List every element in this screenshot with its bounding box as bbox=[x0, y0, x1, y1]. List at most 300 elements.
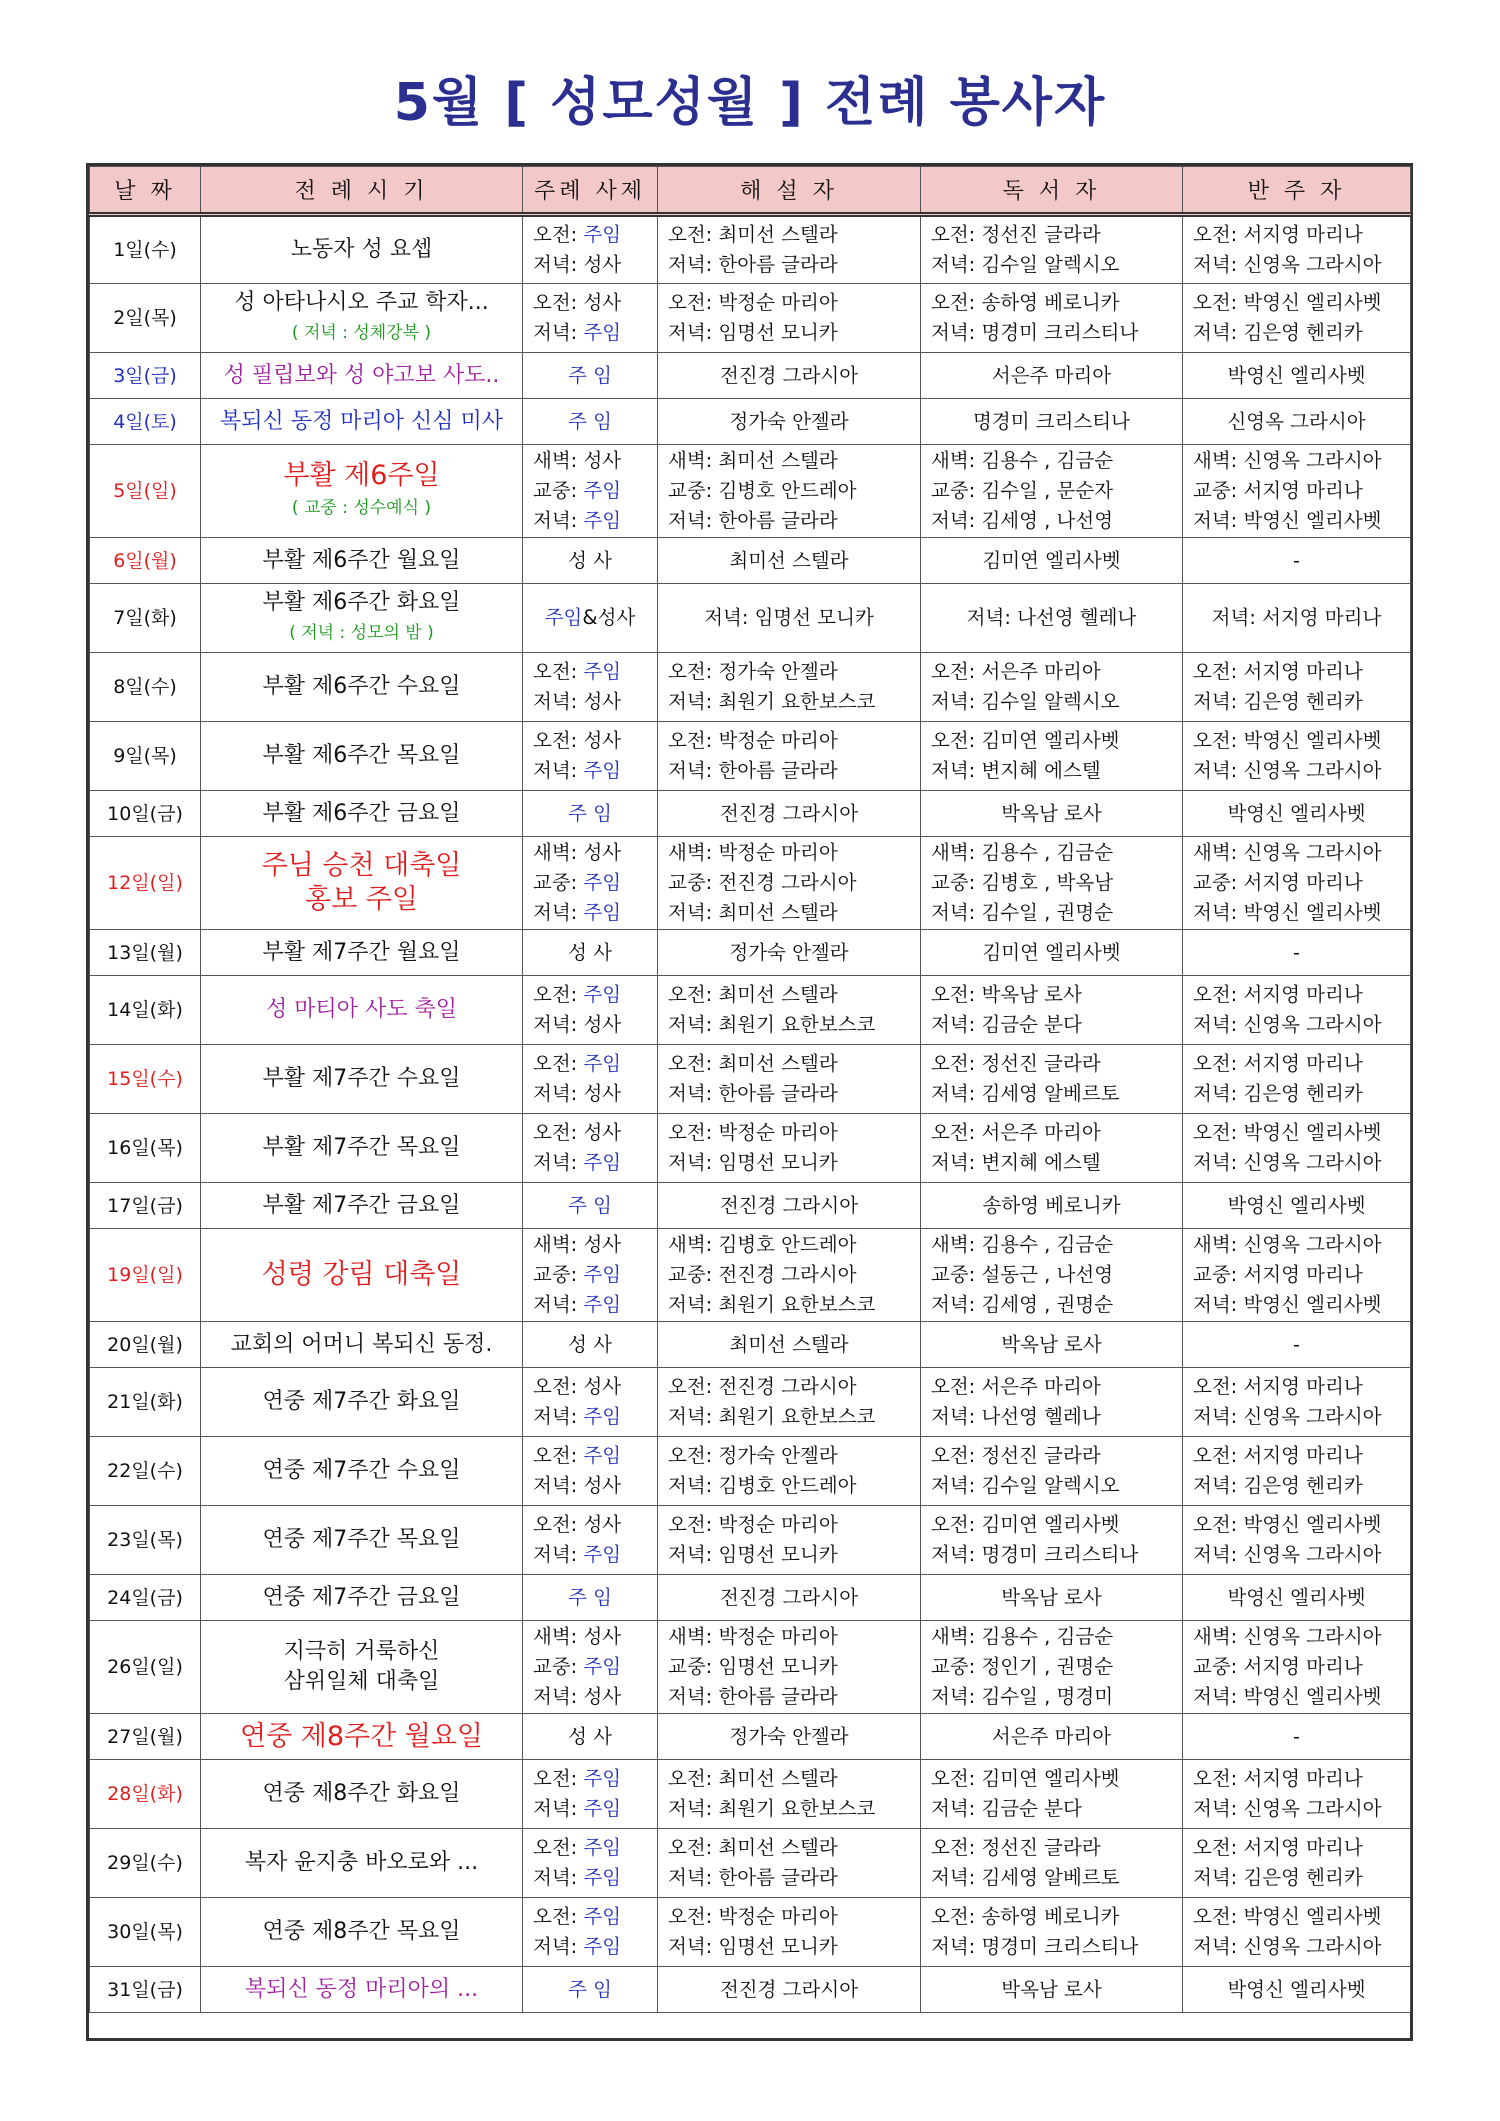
date-cell bbox=[90, 1368, 201, 1437]
presider-text: 주 임 bbox=[568, 1193, 612, 1217]
accompanist-name: 교중: 서지영 마리나 bbox=[1193, 1263, 1363, 1286]
presider-line bbox=[533, 1863, 647, 1893]
reader-name: 저녁: 명경미 크리스티나 bbox=[931, 1935, 1139, 1958]
commentator-cell bbox=[658, 1829, 921, 1898]
presider-line bbox=[533, 1230, 647, 1260]
presider-line bbox=[533, 1622, 647, 1652]
presider-cell bbox=[523, 1621, 658, 1714]
reader-cell bbox=[921, 445, 1183, 538]
reader-name: 저녁: 변지혜 에스텔 bbox=[931, 1151, 1101, 1174]
liturgy-subtitle: 홍보 주일 bbox=[305, 884, 418, 915]
reader-name: 교중: 김병호 , 박옥남 bbox=[931, 871, 1114, 894]
commentator-name: 오전: 박정순 마리아 bbox=[668, 1513, 838, 1536]
liturgy-cell bbox=[201, 538, 523, 584]
table-row bbox=[90, 1229, 1411, 1322]
commentator-cell bbox=[658, 353, 921, 399]
reader-name: 저녁: 김금순 분다 bbox=[931, 1013, 1082, 1036]
presider-line bbox=[533, 1290, 647, 1320]
commentator-name: 오전: 정가숙 안젤라 bbox=[668, 660, 838, 683]
accompanist-cell bbox=[1183, 1829, 1411, 1898]
presider-text: 주 임 bbox=[568, 1585, 612, 1609]
presider-cell bbox=[523, 791, 658, 837]
date-cell bbox=[90, 791, 201, 837]
presider-text: 주임 bbox=[583, 1935, 622, 1958]
presider-text: 저녁: 성사 bbox=[533, 1013, 622, 1036]
reader-cell bbox=[921, 791, 1183, 837]
header-liturgy: 전 례 시 기 bbox=[201, 167, 523, 215]
accompanist-name: 오전: 서지영 마리나 bbox=[1193, 1767, 1363, 1790]
reader-name: 오전: 서은주 마리아 bbox=[931, 1375, 1101, 1398]
accompanist-cell bbox=[1183, 930, 1411, 976]
presider-text: 저녁: bbox=[533, 901, 584, 924]
reader-name: 저녁: 김금순 분다 bbox=[931, 1797, 1082, 1820]
date-cell bbox=[90, 215, 201, 284]
liturgy-title: 연중 제7주간 화요일 bbox=[262, 1389, 461, 1414]
table-row bbox=[90, 353, 1411, 399]
accompanist-name: 저녁: 신영옥 그라시아 bbox=[1193, 1013, 1382, 1036]
presider-text: 오전: bbox=[533, 1836, 584, 1859]
date-cell bbox=[90, 653, 201, 722]
table-row bbox=[90, 1575, 1411, 1621]
liturgy-cell bbox=[201, 284, 523, 353]
liturgy-title: 부활 제7주간 목요일 bbox=[262, 1135, 461, 1160]
presider-text: 새벽: 성사 bbox=[533, 1233, 622, 1256]
presider-text: 주임 bbox=[583, 1052, 622, 1075]
liturgy-cell bbox=[201, 353, 523, 399]
accompanist-cell bbox=[1183, 399, 1411, 445]
commentator-cell bbox=[658, 791, 921, 837]
presider-line bbox=[533, 506, 647, 536]
presider-cell bbox=[523, 722, 658, 791]
accompanist-name: 저녁: 김은영 헨리카 bbox=[1193, 1082, 1363, 1105]
presider-line bbox=[533, 898, 647, 928]
liturgy-title: 부활 제7주간 수요일 bbox=[262, 1066, 461, 1091]
accompanist-cell bbox=[1183, 1714, 1411, 1760]
presider-line bbox=[533, 726, 647, 756]
date-text: 1일(수) bbox=[113, 239, 177, 261]
commentator-name: 저녁: 임명선 모니카 bbox=[668, 1935, 838, 1958]
reader-name: 저녁: 변지혜 에스텔 bbox=[931, 759, 1101, 782]
reader-cell bbox=[921, 1714, 1183, 1760]
accompanist-name: - bbox=[1292, 1724, 1301, 1748]
presider-line bbox=[533, 657, 647, 687]
liturgy-cell bbox=[201, 1714, 523, 1760]
presider-text: 저녁: bbox=[533, 1935, 584, 1958]
presider-cell bbox=[523, 653, 658, 722]
accompanist-name: 저녁: 김은영 헨리카 bbox=[1193, 1866, 1363, 1889]
commentator-name: 오전: 박정순 마리아 bbox=[668, 1905, 838, 1928]
liturgy-subtitle: 삼위일체 대축일 bbox=[283, 1669, 440, 1694]
liturgy-cell bbox=[201, 1967, 523, 2013]
accompanist-name: 오전: 서지영 마리나 bbox=[1193, 1444, 1363, 1467]
presider-text: 저녁: 성사 bbox=[533, 690, 622, 713]
accompanist-name: 저녁: 신영옥 그라시아 bbox=[1193, 759, 1382, 782]
date-text: 16일(목) bbox=[107, 1137, 183, 1159]
presider-text: 저녁: 성사 bbox=[533, 1082, 622, 1105]
date-cell bbox=[90, 1322, 201, 1368]
reader-cell bbox=[921, 1829, 1183, 1898]
liturgy-title: 연중 제8주간 목요일 bbox=[262, 1919, 461, 1944]
reader-name: 오전: 서은주 마리아 bbox=[931, 660, 1101, 683]
reader-name: 오전: 정선진 글라라 bbox=[931, 223, 1101, 246]
presider-text: 주임 bbox=[583, 983, 622, 1006]
commentator-cell bbox=[658, 584, 921, 653]
reader-cell bbox=[921, 722, 1183, 791]
header-presider: 주례 사제 bbox=[523, 167, 658, 215]
accompanist-name: - bbox=[1292, 1332, 1301, 1356]
date-text: 26일(일) bbox=[107, 1656, 183, 1678]
date-text: 9일(목) bbox=[113, 745, 177, 767]
commentator-name: 새벽: 최미선 스텔라 bbox=[668, 449, 838, 472]
presider-text: 저녁: bbox=[533, 1797, 584, 1820]
presider-text: 주임 bbox=[583, 1655, 622, 1678]
reader-name: 명경미 크리스티나 bbox=[973, 409, 1130, 433]
reader-name: 오전: 김미연 엘리사벳 bbox=[931, 1513, 1120, 1536]
liturgy-title: 성 아타나시오 주교 학자... bbox=[234, 290, 489, 315]
liturgy-title: 부활 제7주간 금요일 bbox=[262, 1192, 461, 1218]
accompanist-name: 교중: 서지영 마리나 bbox=[1193, 479, 1363, 502]
reader-name: 저녁: 김수일 알렉시오 bbox=[931, 253, 1120, 276]
table-row bbox=[90, 653, 1411, 722]
presider-text: 저녁: bbox=[533, 759, 584, 782]
date-cell bbox=[90, 1045, 201, 1114]
presider-cell bbox=[523, 584, 658, 653]
commentator-name: 저녁: 한아름 글라라 bbox=[668, 1082, 838, 1105]
reader-name: 오전: 서은주 마리아 bbox=[931, 1121, 1101, 1144]
commentator-name: 최미선 스텔라 bbox=[729, 1332, 849, 1356]
table-row bbox=[90, 1829, 1411, 1898]
presider-cell bbox=[523, 353, 658, 399]
table-row bbox=[90, 837, 1411, 930]
liturgy-title: 복자 윤지충 바오로와 ... bbox=[244, 1850, 479, 1875]
table-row bbox=[90, 538, 1411, 584]
commentator-name: 정가숙 안젤라 bbox=[729, 409, 849, 433]
date-cell bbox=[90, 837, 201, 930]
accompanist-name: 저녁: 신영옥 그라시아 bbox=[1193, 1797, 1382, 1820]
table-row bbox=[90, 1506, 1411, 1575]
presider-text: 주임 bbox=[583, 1543, 622, 1566]
presider-line bbox=[533, 361, 647, 391]
date-cell bbox=[90, 445, 201, 538]
reader-cell bbox=[921, 1967, 1183, 2013]
commentator-name: 교중: 전진경 그라시아 bbox=[668, 871, 857, 894]
reader-name: 저녁: 김수일 , 권명순 bbox=[931, 901, 1114, 924]
date-cell bbox=[90, 1229, 201, 1322]
accompanist-name: 새벽: 신영옥 그라시아 bbox=[1193, 449, 1382, 472]
presider-text: 오전: bbox=[533, 1052, 584, 1075]
presider-cell bbox=[523, 1967, 658, 2013]
liturgy-cell bbox=[201, 1322, 523, 1368]
presider-text: 주임 bbox=[583, 479, 622, 502]
presider-text: 교중: bbox=[533, 1655, 584, 1678]
liturgy-cell bbox=[201, 1045, 523, 1114]
presider-text: 오전: bbox=[533, 1444, 584, 1467]
presider-text: 오전: 성사 bbox=[533, 291, 622, 314]
accompanist-name: 오전: 박영신 엘리사벳 bbox=[1193, 291, 1382, 314]
liturgy-title: 교회의 어머니 복되신 동정. bbox=[230, 1331, 493, 1357]
commentator-name: 교중: 임명선 모니카 bbox=[668, 1655, 838, 1678]
commentator-name: 저녁: 임명선 모니카 bbox=[704, 606, 874, 629]
commentator-name: 새벽: 박정순 마리아 bbox=[668, 841, 838, 864]
presider-cell bbox=[523, 538, 658, 584]
table-row bbox=[90, 1183, 1411, 1229]
presider-text: 성 사 bbox=[568, 1332, 612, 1356]
commentator-cell bbox=[658, 930, 921, 976]
liturgy-title: 부활 제6주간 수요일 bbox=[262, 674, 461, 699]
table-row bbox=[90, 1045, 1411, 1114]
reader-name: 오전: 송하영 베로니카 bbox=[931, 1905, 1120, 1928]
accompanist-name: 신영옥 그라시아 bbox=[1227, 409, 1366, 433]
presider-cell bbox=[523, 399, 658, 445]
date-text: 3일(금) bbox=[113, 364, 177, 387]
commentator-name: 저녁: 최원기 요한보스코 bbox=[668, 1797, 876, 1820]
accompanist-name: 오전: 박영신 엘리사벳 bbox=[1193, 729, 1382, 752]
reader-cell bbox=[921, 1621, 1183, 1714]
liturgy-cell bbox=[201, 584, 523, 653]
commentator-name: 저녁: 임명선 모니카 bbox=[668, 1151, 838, 1174]
accompanist-cell bbox=[1183, 1368, 1411, 1437]
presider-text: 저녁: bbox=[533, 1866, 584, 1889]
presider-cell bbox=[523, 1114, 658, 1183]
presider-text: 주임 bbox=[583, 223, 622, 246]
table-row bbox=[90, 976, 1411, 1045]
accompanist-name: 저녁: 신영옥 그라시아 bbox=[1193, 1405, 1382, 1428]
presider-line bbox=[533, 1722, 647, 1752]
commentator-name: 오전: 최미선 스텔라 bbox=[668, 983, 838, 1006]
date-cell bbox=[90, 976, 201, 1045]
accompanist-cell bbox=[1183, 1575, 1411, 1621]
date-text: 6일(월) bbox=[113, 549, 177, 572]
commentator-cell bbox=[658, 837, 921, 930]
commentator-name: 새벽: 박정순 마리아 bbox=[668, 1625, 838, 1648]
accompanist-name: 저녁: 신영옥 그라시아 bbox=[1193, 253, 1382, 276]
reader-name: 교중: 설동근 , 나선영 bbox=[931, 1263, 1114, 1286]
accompanist-cell bbox=[1183, 284, 1411, 353]
accompanist-cell bbox=[1183, 1114, 1411, 1183]
reader-name: 저녁: 나선영 헬레나 bbox=[931, 1405, 1101, 1428]
presider-line bbox=[533, 1148, 647, 1178]
liturgy-cell bbox=[201, 1760, 523, 1829]
date-text: 2일(목) bbox=[113, 307, 177, 329]
accompanist-name: 저녁: 박영신 엘리사벳 bbox=[1193, 1293, 1382, 1316]
commentator-name: 교중: 전진경 그라시아 bbox=[668, 1263, 857, 1286]
reader-cell bbox=[921, 1760, 1183, 1829]
reader-name: 교중: 정인기 , 권명순 bbox=[931, 1655, 1114, 1678]
accompanist-name: 저녁: 박영신 엘리사벳 bbox=[1193, 901, 1382, 924]
accompanist-name: 저녁: 김은영 헨리카 bbox=[1193, 321, 1363, 344]
date-cell bbox=[90, 1714, 201, 1760]
reader-name: 저녁: 김세영 , 나선영 bbox=[931, 509, 1114, 532]
date-cell bbox=[90, 1621, 201, 1714]
presider-cell bbox=[523, 1183, 658, 1229]
presider-text: 오전: bbox=[533, 223, 584, 246]
presider-line bbox=[533, 476, 647, 506]
table-row bbox=[90, 445, 1411, 538]
liturgy-subtitle: ( 저녁 : 성모의 밤 ) bbox=[289, 623, 434, 643]
accompanist-cell bbox=[1183, 653, 1411, 722]
presider-line bbox=[533, 603, 647, 633]
presider-line bbox=[533, 838, 647, 868]
liturgy-title: 성 필립보와 성 야고보 사도.. bbox=[223, 362, 500, 388]
liturgy-cell bbox=[201, 1437, 523, 1506]
commentator-cell bbox=[658, 722, 921, 791]
accompanist-name: - bbox=[1292, 940, 1301, 964]
reader-name: 오전: 박옥남 로사 bbox=[931, 983, 1082, 1006]
presider-text: &성사 bbox=[582, 606, 636, 629]
date-cell bbox=[90, 1114, 201, 1183]
table-row bbox=[90, 284, 1411, 353]
reader-name: 김미연 엘리사벳 bbox=[982, 548, 1121, 572]
presider-text: 주임 bbox=[583, 759, 622, 782]
accompanist-cell bbox=[1183, 1045, 1411, 1114]
reader-cell bbox=[921, 353, 1183, 399]
reader-name: 오전: 김미연 엘리사벳 bbox=[931, 729, 1120, 752]
presider-text: 저녁: 성사 bbox=[533, 1474, 622, 1497]
table-row bbox=[90, 1621, 1411, 1714]
accompanist-name: 오전: 서지영 마리나 bbox=[1193, 1836, 1363, 1859]
liturgy-title: 주님 승천 대축일 bbox=[261, 850, 462, 881]
presider-text: 저녁: bbox=[533, 1405, 584, 1428]
reader-name: 오전: 송하영 베로니카 bbox=[931, 291, 1120, 314]
commentator-cell bbox=[658, 1898, 921, 1967]
table-row bbox=[90, 1322, 1411, 1368]
presider-line bbox=[533, 1975, 647, 2005]
commentator-cell bbox=[658, 1575, 921, 1621]
date-cell bbox=[90, 1898, 201, 1967]
presider-text: 주임 bbox=[583, 321, 622, 344]
date-text: 4일(토) bbox=[113, 410, 177, 433]
table-row bbox=[90, 399, 1411, 445]
presider-text: 오전: bbox=[533, 1767, 584, 1790]
commentator-name: 저녁: 한아름 글라라 bbox=[668, 509, 838, 532]
reader-name: 저녁: 명경미 크리스티나 bbox=[931, 1543, 1139, 1566]
liturgy-cell bbox=[201, 837, 523, 930]
presider-text: 주 임 bbox=[568, 363, 612, 387]
commentator-name: 저녁: 임명선 모니카 bbox=[668, 321, 838, 344]
accompanist-name: 저녁: 신영옥 그라시아 bbox=[1193, 1935, 1382, 1958]
presider-cell bbox=[523, 1506, 658, 1575]
header-commentator: 해 설 자 bbox=[658, 167, 921, 215]
presider-line bbox=[533, 318, 647, 348]
date-cell bbox=[90, 930, 201, 976]
accompanist-name: 저녁: 신영옥 그라시아 bbox=[1193, 1543, 1382, 1566]
liturgy-title: 연중 제8주간 화요일 bbox=[262, 1781, 461, 1806]
presider-text: 오전: bbox=[533, 983, 584, 1006]
accompanist-name: 교중: 서지영 마리나 bbox=[1193, 1655, 1363, 1678]
presider-line bbox=[533, 1794, 647, 1824]
date-cell bbox=[90, 1183, 201, 1229]
presider-cell bbox=[523, 976, 658, 1045]
liturgy-title: 부활 제7주간 월요일 bbox=[262, 939, 461, 965]
commentator-cell bbox=[658, 1114, 921, 1183]
presider-line bbox=[533, 799, 647, 829]
liturgy-title: 지극히 거룩하신 bbox=[283, 1639, 440, 1664]
commentator-cell bbox=[658, 1322, 921, 1368]
reader-cell bbox=[921, 284, 1183, 353]
presider-cell bbox=[523, 1760, 658, 1829]
presider-line bbox=[533, 250, 647, 280]
schedule-table bbox=[89, 166, 1411, 2013]
presider-line bbox=[533, 1191, 647, 1221]
presider-text: 성 사 bbox=[568, 548, 612, 572]
date-text: 14일(화) bbox=[107, 999, 183, 1021]
accompanist-cell bbox=[1183, 1322, 1411, 1368]
liturgy-title: 연중 제7주간 금요일 bbox=[262, 1584, 461, 1610]
liturgy-subtitle: ( 교중 : 성수예식 ) bbox=[291, 498, 432, 518]
reader-name: 오전: 정선진 글라라 bbox=[931, 1444, 1101, 1467]
liturgy-title: 연중 제8주간 월요일 bbox=[240, 1720, 483, 1752]
presider-text: 주임 bbox=[583, 1405, 622, 1428]
presider-line bbox=[533, 1402, 647, 1432]
accompanist-cell bbox=[1183, 1437, 1411, 1506]
presider-text: 주임 bbox=[583, 901, 622, 924]
commentator-cell bbox=[658, 653, 921, 722]
reader-cell bbox=[921, 1114, 1183, 1183]
accompanist-name: 오전: 서지영 마리나 bbox=[1193, 983, 1363, 1006]
date-text: 31일(금) bbox=[107, 1978, 183, 2001]
liturgy-title: 부활 제6주간 목요일 bbox=[262, 743, 461, 768]
commentator-name: 오전: 정가숙 안젤라 bbox=[668, 1444, 838, 1467]
commentator-name: 저녁: 임명선 모니카 bbox=[668, 1543, 838, 1566]
reader-cell bbox=[921, 976, 1183, 1045]
presider-text: 저녁: bbox=[533, 1151, 584, 1174]
accompanist-name: 오전: 서지영 마리나 bbox=[1193, 1052, 1363, 1075]
presider-text: 주 임 bbox=[568, 801, 612, 825]
presider-text: 주임 bbox=[583, 509, 622, 532]
table-header-row bbox=[90, 167, 1411, 215]
commentator-cell bbox=[658, 284, 921, 353]
liturgy-cell bbox=[201, 976, 523, 1045]
liturgy-cell bbox=[201, 1506, 523, 1575]
presider-cell bbox=[523, 1229, 658, 1322]
date-text: 15일(수) bbox=[107, 1068, 183, 1090]
reader-cell bbox=[921, 399, 1183, 445]
accompanist-name: 교중: 서지영 마리나 bbox=[1193, 871, 1363, 894]
presider-line bbox=[533, 1652, 647, 1682]
commentator-name: 새벽: 김병호 안드레아 bbox=[668, 1233, 857, 1256]
date-cell bbox=[90, 584, 201, 653]
liturgy-cell bbox=[201, 445, 523, 538]
presider-text: 주임 bbox=[544, 606, 583, 629]
presider-text: 교중: bbox=[533, 1263, 584, 1286]
reader-name: 오전: 정선진 글라라 bbox=[931, 1836, 1101, 1859]
reader-cell bbox=[921, 1322, 1183, 1368]
reader-name: 서은주 마리아 bbox=[991, 363, 1112, 387]
presider-line bbox=[533, 1079, 647, 1109]
date-text: 10일(금) bbox=[107, 802, 183, 825]
liturgy-cell bbox=[201, 930, 523, 976]
table-row bbox=[90, 584, 1411, 653]
presider-cell bbox=[523, 445, 658, 538]
reader-name: 저녁: 김수일 알렉시오 bbox=[931, 1474, 1120, 1497]
presider-text: 저녁: bbox=[533, 1293, 584, 1316]
date-text: 19일(일) bbox=[107, 1264, 183, 1286]
liturgy-subtitle: ( 저녁 : 성체강복 ) bbox=[291, 323, 432, 343]
date-text: 12일(일) bbox=[107, 872, 183, 894]
date-cell bbox=[90, 722, 201, 791]
table-row bbox=[90, 722, 1411, 791]
liturgy-cell bbox=[201, 215, 523, 284]
reader-name: 박옥남 로사 bbox=[1001, 1977, 1102, 2001]
accompanist-name: 박영신 엘리사벳 bbox=[1227, 1193, 1366, 1217]
presider-line bbox=[533, 220, 647, 250]
date-cell bbox=[90, 1506, 201, 1575]
presider-cell bbox=[523, 1575, 658, 1621]
presider-cell bbox=[523, 1829, 658, 1898]
date-cell bbox=[90, 538, 201, 584]
table-row bbox=[90, 791, 1411, 837]
presider-line bbox=[533, 1764, 647, 1794]
